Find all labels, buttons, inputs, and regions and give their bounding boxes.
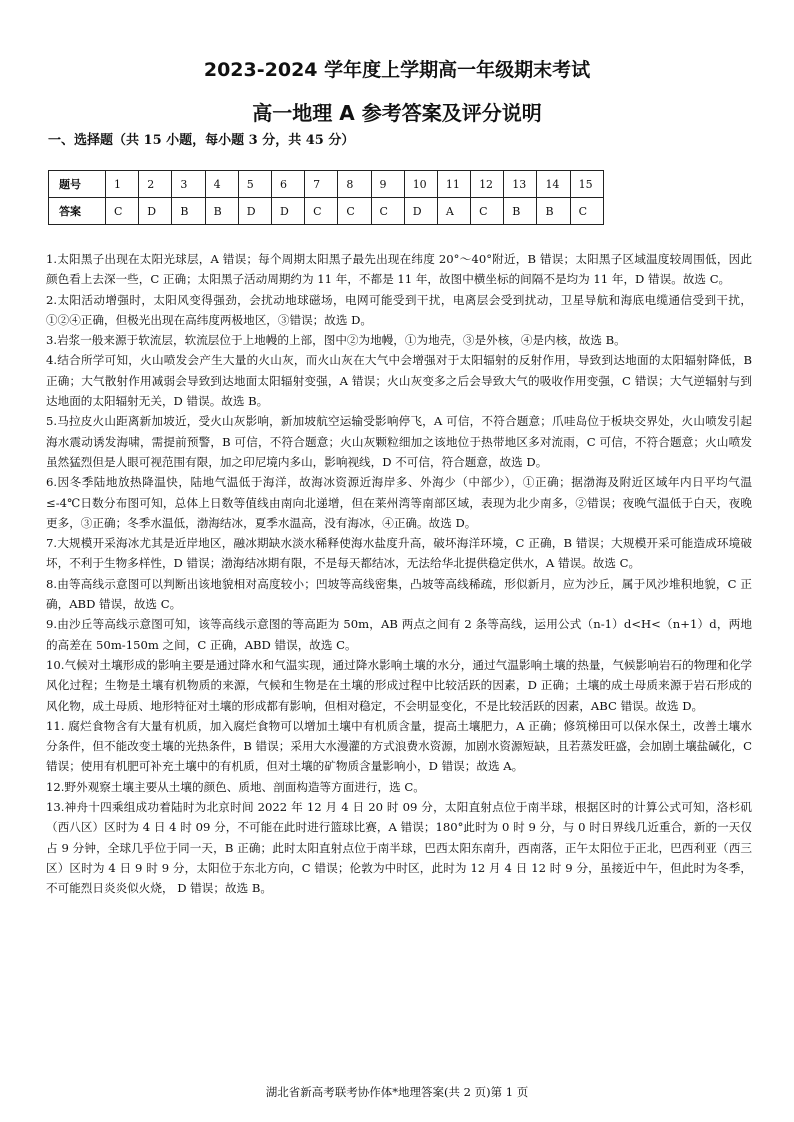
explanation-paragraph: 12.野外观察土壤主要从土壤的颜色、质地、剖面构造等方面进行，选 C。: [46, 779, 425, 794]
question-number: 2: [139, 171, 172, 198]
question-number: 11: [437, 171, 470, 198]
explanations: [46, 249, 752, 899]
explanation-paragraph: 8.由等高线示意图可以判断出该地貌相对高度较小；凹坡等高线密集，凸坡等高线稀疏，形似新月，应为沙丘，属于风沙堆积地貌，C 正确，ABD 错误，故选 C。: [46, 576, 752, 612]
exam-title: 2023-2024 学年度上学期高一年级期末考试: [203, 59, 591, 81]
section-heading: 一、选择题（共 15 小题，每小题 3 分，共 45 分）: [48, 133, 355, 148]
page-footer: 湖北省新高考联考协作体*地理答案(共 2 页)第 1 页: [265, 1085, 529, 1099]
question-number: 15: [570, 171, 603, 198]
row-label-number: 题号: [49, 171, 106, 198]
question-number: 14: [537, 171, 570, 198]
question-number: 7: [305, 171, 338, 198]
question-number: 10: [404, 171, 437, 198]
answer-table: [48, 170, 604, 225]
explanation-paragraph: 4.结合所学可知，火山喷发会产生大量的火山灰，而火山灰在大气中会增强对于太阳辐射的反射作用，导致到达地面的太阳辐射降低，B 正确；大气散射作用减弱会导致到达地面太阳辐射变强，A 错误；火山灰变多之后会导致大气的吸收作用变强，C 错误；大气逆辐射与到达地面的太阳辐射无关，D 错误。故选 B。: [46, 353, 752, 409]
question-number: 1: [106, 171, 139, 198]
answer-cell: C: [371, 198, 404, 225]
explanation-paragraph: 11. 腐烂食物含有大量有机质，加入腐烂食物可以增加土壤中有机质含量，提高土壤肥力，A 正确；修筑梯田可以保水保土，改善土壤水分条件，但不能改变土壤的光热条件，B 错误；采用大水漫灌的方式浪费水资源，加剧水资源短缺，且若蒸发旺盛，会加剧土壤盐碱化，C 错误；使用有机肥可补充土壤中的有机质，但对土壤的矿物质含量影响小，D 错误；故选 A。: [46, 718, 752, 774]
explanation-paragraph: 1.太阳黑子出现在太阳光球层，A 错误；每个周期太阳黑子最先出现在纬度 20°～40°附近，B 错误；太阳黑子区域温度较周围低，因此颜色看上去深一些，C 正确；太阳黑子活动周期约为 11 年，不都是 11 年，故图中横坐标的间隔不是均为 11 年，D 错误。故选 C。: [46, 252, 752, 287]
question-number: 3: [172, 171, 205, 198]
question-number: 6: [271, 171, 304, 198]
answer-cell: D: [271, 198, 304, 225]
answer-cell: D: [238, 198, 271, 225]
explanation-paragraph: 2.太阳活动增强时，太阳风变得强劲，会扰动地球磁场，电网可能受到干扰，电离层会受到扰动，卫星导航和海底电缆通信受到干扰，①②④正确，但极光出现在高纬度两极地区，③错误；故选 D。: [46, 292, 752, 327]
answer-cell: C: [570, 198, 603, 225]
answer-cell: B: [504, 198, 537, 225]
question-number: 8: [338, 171, 371, 198]
answer-cell: D: [404, 198, 437, 225]
explanation-paragraph: 5.马拉皮火山距离新加坡近，受火山灰影响，新加坡航空运输受影响停飞，A 可信，不符合题意；爪哇岛位于板块交界处，火山喷发引起海水震动诱发海啸，需提前预警，B 可信，不符合题意；火山灰颗粒细加之该地位于热带地区多对流雨，C 可信，不符合题意；火山喷发虽然猛烈但是人眼可视范围有限，加之印尼境内多山，影响视线，D 不可信，符合题意，故选 D。: [46, 414, 753, 469]
answer-cell: D: [139, 198, 172, 225]
explanation-paragraph: 3.岩浆一般来源于软流层，软流层位于上地幔的上部，图中②为地幔，①为地壳，③是外核，④是内核，故选 B。: [46, 333, 626, 348]
explanation-paragraph: 6.因冬季陆地放热降温快，陆地气温低于海洋，故海冰资源近海岸多、外海少（中部少），①正确；据渤海及附近区域年内日平均气温≤-4℃日数分布图可知，总体上日数等值线由南向北递增，但在莱州湾等南部区域，表现为北少南多，②错误；夜晚气温低于白天，夜晚更多，③正确；冬季水温低，渤海结冰，夏季水温高，没有海冰，④正确。故选 D。: [46, 475, 752, 530]
explanation-paragraph: 13.神舟十四乘组成功着陆时为北京时间 2022 年 12 月 4 日 20 时 09 分，太阳直射点位于南半球，根据区时的计算公式可知，洛杉矶（西八区）区时为 4 日 4 时 09 分，不可能在此时进行篮球比赛，A 错误；180°此时为 0 时 9 分，与 0 时日界线几近重合，新的一天仅占 9 分钟，全球几乎位于同一天，B 正确；此时太阳直射点位于南半球，巴西太阳东南升，西南落，正午太阳位于正北，巴西利亚（西三区）区时为 4 日 9 时 9 分，太阳位于东北方向，C 错误；伦敦为中时区，此时为 12 月 4 日 12 时 9 分，虽接近中午，但此时为冬季，不可能烈日炎炎似火烧， D 错误；故选 B。: [46, 800, 752, 896]
question-number: 4: [205, 171, 238, 198]
answer-cell: B: [537, 198, 570, 225]
question-number: 13: [504, 171, 537, 198]
explanation-paragraph: 7.大规模开采海冰尤其是近岸地区，融冰期缺水淡水稀释使海水盐度升高，破坏海洋环境，C 正确，B 错误；大规模开采可能造成环境破坏，不利于生物多样性，D 错误；渤海结冰期有限，不是每天都结冰，无法给华北提供稳定供水，A 错误。故选 C。: [46, 536, 752, 571]
answer-cell: C: [471, 198, 504, 225]
explanation-paragraph: 10.气候对土壤形成的影响主要是通过降水和气温实现，通过降水影响土壤的水分，通过气温影响土壤的热量，气候影响岩石的物理和化学风化过程；生物是土壤有机物质的来源，气候和生物是在土壤的形成过程中比较活跃的因素，D 正确；土壤的成土母质来源于岩石形成的风化物，成土母质、地形特征对土壤的形成都有影响，但相对稳定，不会明显变化，不是比较活跃的因素，ABC 错误。故选 D。: [46, 657, 752, 713]
answer-cell: B: [205, 198, 238, 225]
answer-cell: B: [172, 198, 205, 225]
answer-cell: C: [106, 198, 139, 225]
row-label-answer: 答案: [49, 198, 106, 225]
answer-cell: C: [305, 198, 338, 225]
explanation-paragraph: 9.由沙丘等高线示意图可知，该等高线示意图的等高距为 50m，AB 两点之间有 2 条等高线，运用公式（n-1）d<H<（n+1）d，两地的高差在 50m-150m 之间，C 正确，ABD 错误，故选 C。: [46, 617, 752, 652]
answer-cell: A: [437, 198, 470, 225]
question-number: 5: [238, 171, 271, 198]
answer-key-title: 高一地理 A 参考答案及评分说明: [252, 101, 542, 125]
question-number-row: [49, 171, 604, 198]
answer-cell: C: [338, 198, 371, 225]
question-number: 9: [371, 171, 404, 198]
answer-row: [49, 198, 604, 225]
question-number: 12: [471, 171, 504, 198]
